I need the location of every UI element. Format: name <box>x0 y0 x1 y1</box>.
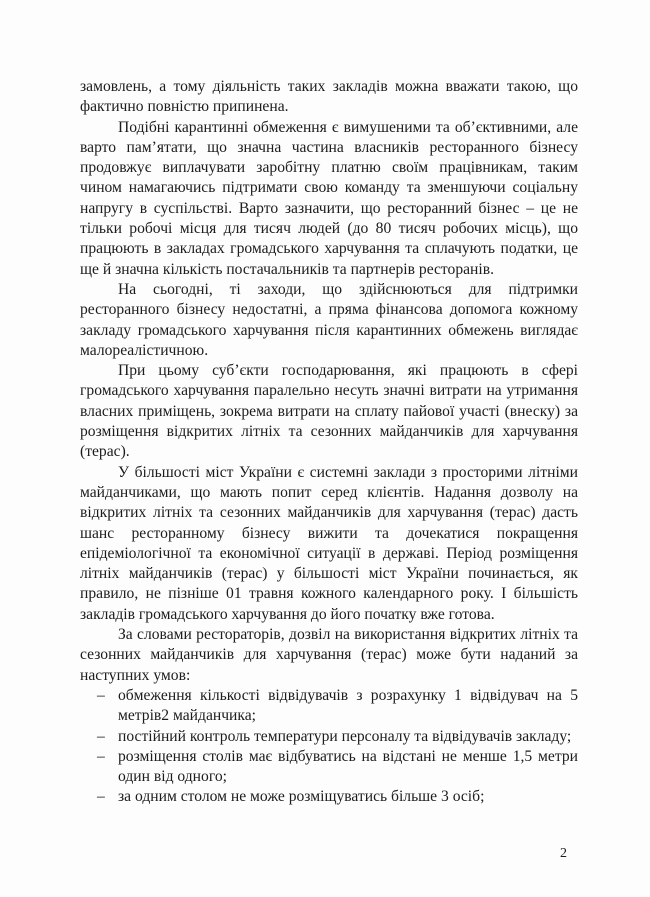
paragraph-business-costs: При цьому суб’єкти господарювання, які працюють в сфері громадського харчування паралельно несуть значні витрати на утримання власних приміщень, зокрема витрати на сплату пайової участі (внеску) за розміщення відкритих літніх та сезонних майданчиків для харчування (терас). <box>80 362 578 461</box>
conditions-list <box>80 686 578 808</box>
list-dash: – <box>97 727 105 745</box>
paragraph-continuation: замовлень, а тому діяльність таких закладів можна вважати такою, що фактично повністю припинена. <box>80 78 578 116</box>
list-dash: – <box>97 788 105 806</box>
paragraph-summer-terraces: У більшості міст України є системні заклади з просторими літніми майданчиками, що мають попит серед клієнтів. Надання дозволу на відкритих літніх та сезонних майданчиків для харчування (терас) дасть шанс ресторанному бізнесу вижити та дочекатися покращення епідеміологічної та економічної ситуації в державі. Період розміщення літніх майданчиків (терас) у більшості міст України починається, як правило, не пізніше 01 травня кожного календарного року. І більшість закладів громадського харчування до його початку вже готова. <box>80 463 578 623</box>
list-item-text: постійний контроль температури персоналу та відвідувачів закладу; <box>118 727 572 745</box>
paragraph-conditions-intro: За словами рестораторів, дозвіл на використання відкритих літніх та сезонних майданчиків для харчування (терас) може бути наданий за наступних умов: <box>80 626 578 684</box>
list-dash: – <box>97 747 105 765</box>
list-item-text: за одним столом не може розміщуватись більше 3 осіб; <box>118 788 485 806</box>
document-body <box>80 77 578 808</box>
paragraph-support-measures: На сьогодні, ті заходи, що здійснюються для підтримки ресторанного бізнесу недостатні, а пряма фінансова допомога кожному закладу громадського харчування після карантинних обмежень виглядає малореалістичною. <box>80 280 578 359</box>
list-item <box>80 787 578 807</box>
list-item <box>80 686 578 727</box>
list-item <box>80 727 578 747</box>
list-item-text: обмеження кількості відвідувачів з розрахунку 1 відвідувач на 5 метрів2 майданчика; <box>118 686 578 725</box>
paragraph-quarantine-restrictions: Подібні карантинні обмеження є вимушеними та об’єктивними, але варто пам’ятати, що значна частина власників ресторанного бізнесу продовжує виплачувати заробітну платню своїм працівникам, таким чином намагаючись підтримати свою команду та зменшуючи соціальну напругу в суспільстві. Варто зазначити, що ресторанний бізнес – це не тільки робочі місця для тисяч людей (до 80 тисяч робочих місць), що працюють в закладах громадського харчування та сплачують податки, це ще й значна кількість постачальників та партнерів ресторанів. <box>80 118 578 278</box>
list-item <box>80 747 578 788</box>
page-number: 2 <box>560 846 567 861</box>
list-dash: – <box>97 686 105 704</box>
list-item-text: розміщення столів має відбуватись на відстані не менше 1,5 метри один від одного; <box>118 747 578 786</box>
